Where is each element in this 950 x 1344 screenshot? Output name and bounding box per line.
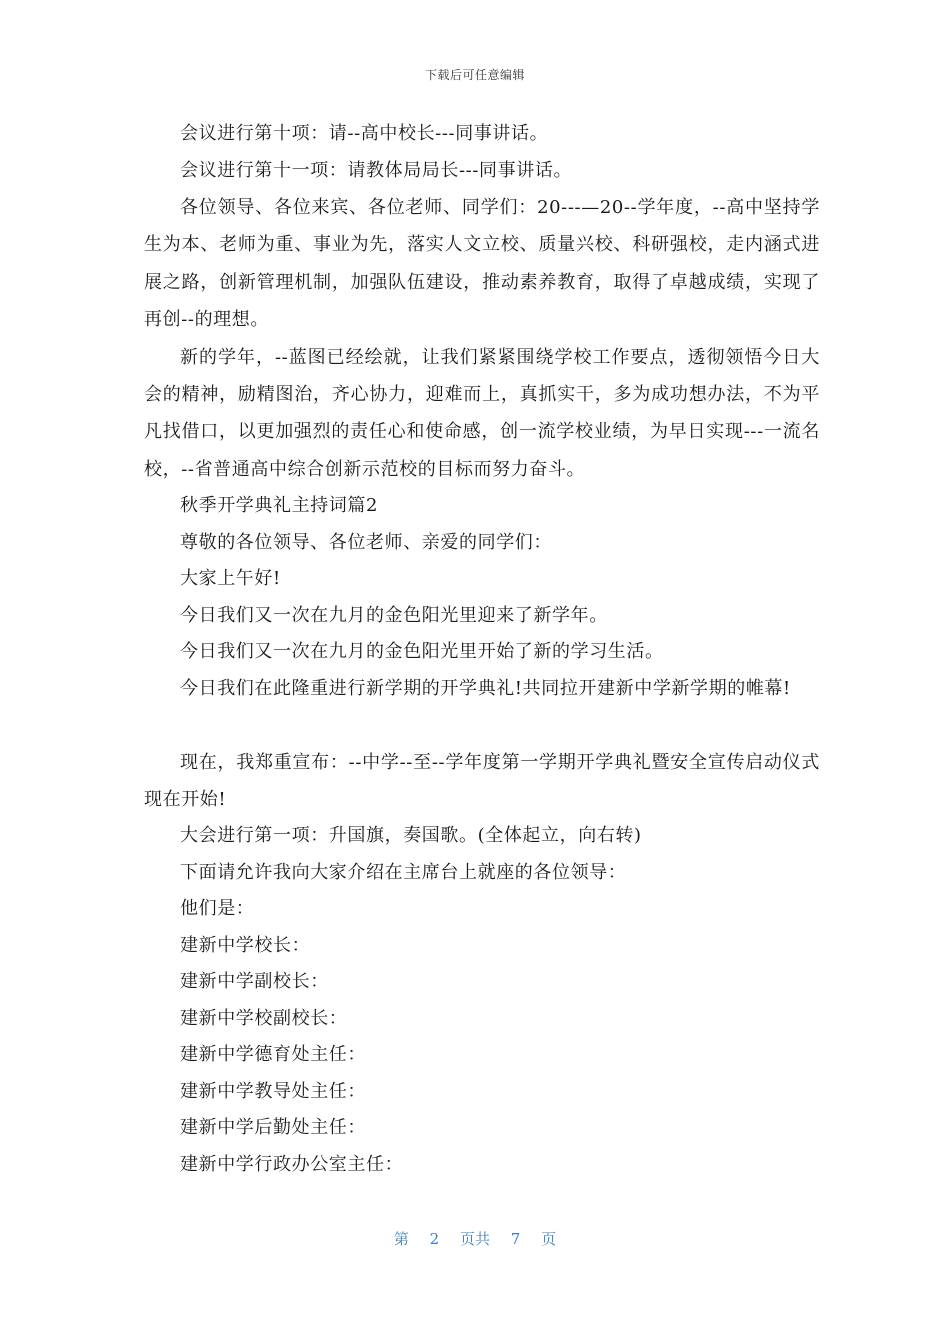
current-page-number: 2	[429, 1230, 440, 1248]
paragraph: 会议进行第十一项：请教体局局长---同事讲话。	[180, 159, 573, 181]
page-label-suffix: 页	[541, 1230, 557, 1248]
section-heading: 秋季开学典礼主持词篇2	[180, 495, 379, 517]
paragraph: 今日我们在此隆重进行新学期的开学典礼!共同拉开建新中学新学期的帷幕!	[180, 677, 791, 699]
paragraph: 各位领导、各位来宾、各位老师、同学们：20---—20--学年度，--高中坚持学生为本、老师为重、事业为先，落实人文立校、质量兴校、科研强校，走内涵式进展之路，创新管理机制，加强队伍建设，推动素养教育，取得了卓越成绩，实现了再创--的理想。	[144, 197, 820, 331]
leader-list-item: 建新中学校副校长：	[180, 1007, 348, 1029]
page-header: 下载后可任意编辑	[424, 68, 525, 82]
page-label-middle: 页共	[459, 1230, 490, 1248]
paragraph: 下面请允许我向大家介绍在主席台上就座的各位领导：	[180, 861, 627, 883]
leader-list-item: 建新中学校长：	[180, 934, 311, 956]
page-footer	[0, 1228, 950, 1249]
paragraph: 会议进行第十项：请--高中校长---同事讲话。	[180, 123, 549, 144]
page-label-prefix: 第	[393, 1230, 409, 1248]
leader-list-item: 建新中学后勤处主任：	[180, 1117, 366, 1139]
total-pages-number: 7	[510, 1230, 521, 1248]
paragraph: 现在，我郑重宣布：--中学--至--学年度第一学期开学典礼暨安全宣传启动仪式现在开始!	[144, 752, 820, 810]
leader-list-item: 建新中学行政办公室主任：	[180, 1153, 404, 1175]
paragraph: 大家上午好!	[180, 568, 281, 590]
paragraph: 他们是：	[180, 898, 255, 920]
paragraph: 新的学年，--蓝图已经绘就，让我们紧紧围绕学校工作要点，透彻领悟今日大会的精神，励精图治，齐心协力，迎难而上，真抓实干，多为成功想办法，不为平凡找借口，以更加强烈的责任心和使命感，创一流学校业绩，为早日实现---一流名校，--省普通高中综合创新示范校的目标而努力奋斗。	[144, 346, 820, 480]
paragraph: 尊敬的各位领导、各位老师、亲爱的同学们：	[180, 531, 552, 553]
leader-list-item: 建新中学德育处主任：	[180, 1044, 366, 1066]
paragraph: 今日我们又一次在九月的金色阳光里开始了新的学习生活。	[180, 641, 664, 663]
document-body	[144, 116, 820, 1183]
leader-list-item: 建新中学副校长：	[180, 971, 329, 993]
paragraph: 大会进行第一项：升国旗，奏国歌。(全体起立，向右转)	[180, 825, 642, 847]
leader-list-item: 建新中学教导处主任：	[180, 1080, 366, 1102]
blank-line	[144, 707, 820, 745]
paragraph: 今日我们又一次在九月的金色阳光里迎来了新学年。	[180, 604, 608, 626]
